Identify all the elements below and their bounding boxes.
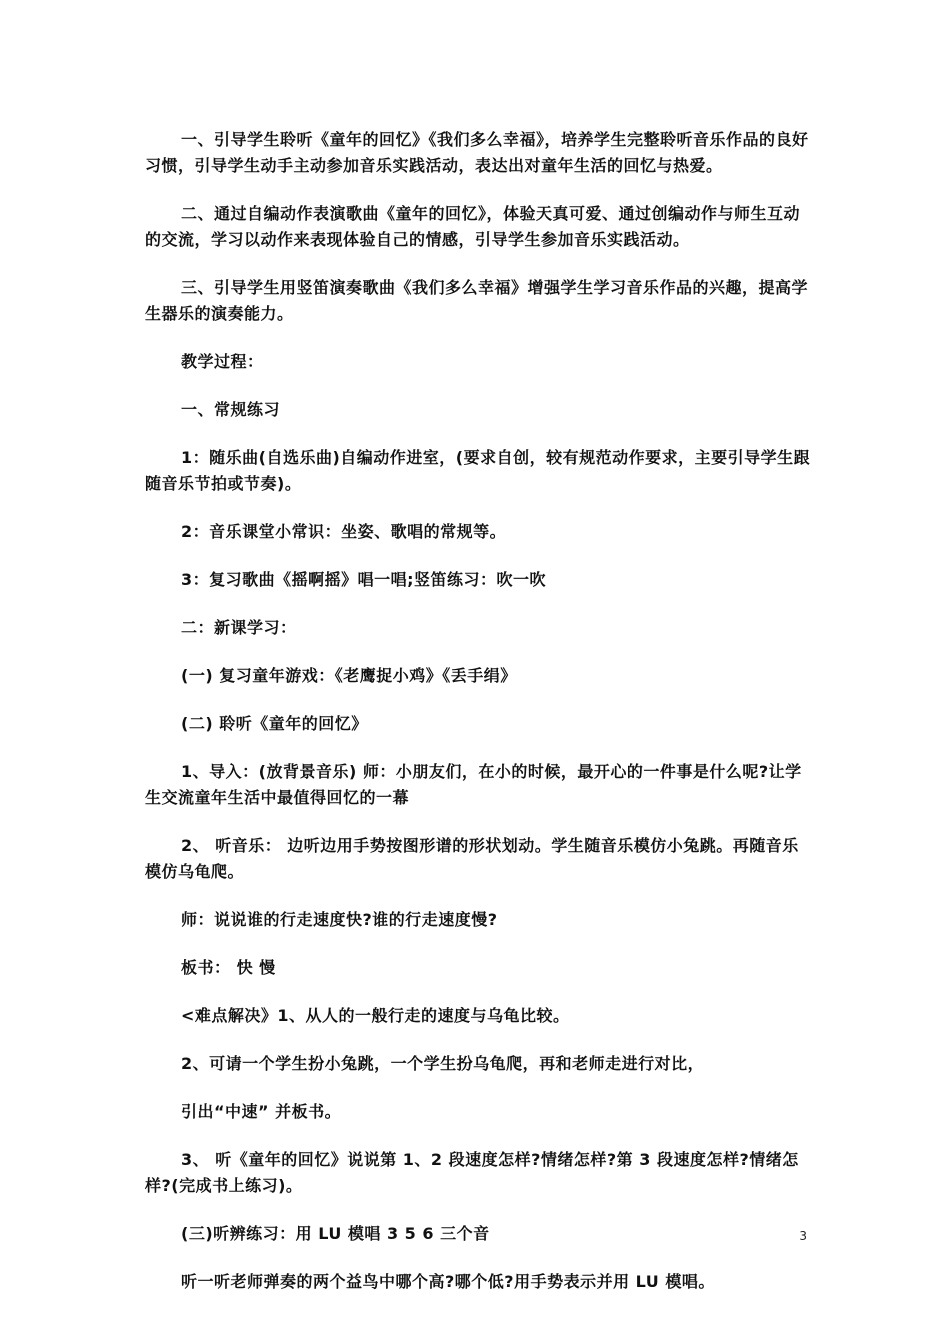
paragraph-objective-3: 三、引导学生用竖笛演奏歌曲《我们多么幸福》增强学生学习音乐作品的兴趣，提高学生器乐的演奏能力。: [145, 278, 809, 323]
paragraph-medium-speed: 引出“中速” 并板书。: [181, 1102, 342, 1121]
section-heading-routine: 一、常规练习: [181, 400, 281, 419]
paragraph-teacher-question: 师：说说谁的行走速度快?谁的行走速度慢?: [181, 910, 498, 929]
paragraph-blackboard: 板书： 快 慢: [181, 958, 276, 977]
section-heading-new-lesson: 二：新课学习：: [181, 618, 297, 637]
paragraph-introduction: 1、导入：(放背景音乐) 师：小朋友们，在小的时候，最开心的一件事是什么呢?让学生交流童年生活中最值得回忆的一幕: [145, 762, 802, 807]
paragraph-review-games: (一) 复习童年游戏：《老鹰捉小鸡》《丢手绢》: [181, 666, 517, 685]
paragraph-objective-2: 二、通过自编动作表演歌曲《童年的回忆》，体验天真可爱、通过创编动作与师生互动的交流，学习以动作来表现体验自己的情感，引导学生参加音乐实践活动。: [145, 204, 801, 249]
page-number: 3: [799, 1229, 807, 1243]
paragraph-listen-music: 2、 听音乐： 边听边用手势按图形谱的形状划动。学生随音乐模仿小兔跳。再随音乐模仿乌龟爬。: [145, 836, 799, 881]
paragraph-listening-practice: (三)听辨练习：用 LU 模唱 3 5 6 三个音: [181, 1224, 490, 1243]
paragraph-listen-song: (二) 聆听《童年的回忆》: [181, 714, 368, 733]
document-body: [145, 127, 813, 1317]
paragraph-speed-questions: 3、 听《童年的回忆》说说第 1、2 段速度怎样?情绪怎样?第 3 段速度怎样?情绪怎样?(完成书上练习)。: [145, 1150, 799, 1195]
paragraph-routine-2: 2：音乐课堂小常识：坐姿、歌唱的常规等。: [181, 522, 507, 541]
paragraph-role-play: 2、可请一个学生扮小兔跳，一个学生扮乌龟爬，再和老师走进行对比，: [181, 1054, 705, 1073]
paragraph-difficulty: <难点解决》1、从人的一般行走的速度与乌龟比较。: [181, 1006, 570, 1025]
paragraph-routine-1: 1：随乐曲(自选乐曲)自编动作进室，(要求自创，较有规范动作要求，主要引导学生跟随音乐节拍或节奏)。: [145, 448, 811, 493]
paragraph-objective-1: 一、引导学生聆听《童年的回忆》《我们多么幸福》，培养学生完整聆听音乐作品的良好习惯，引导学生动手主动参加音乐实践活动，表达出对童年生活的回忆与热爱。: [145, 130, 809, 175]
section-heading-process: 教学过程：: [181, 352, 264, 371]
paragraph-routine-3: 3：复习歌曲《摇啊摇》唱一唱;竖笛练习：吹一吹: [181, 570, 547, 589]
paragraph-pitch-practice: 听一听老师弹奏的两个益鸟中哪个高?哪个低?用手势表示并用 LU 模唱。: [181, 1272, 715, 1291]
